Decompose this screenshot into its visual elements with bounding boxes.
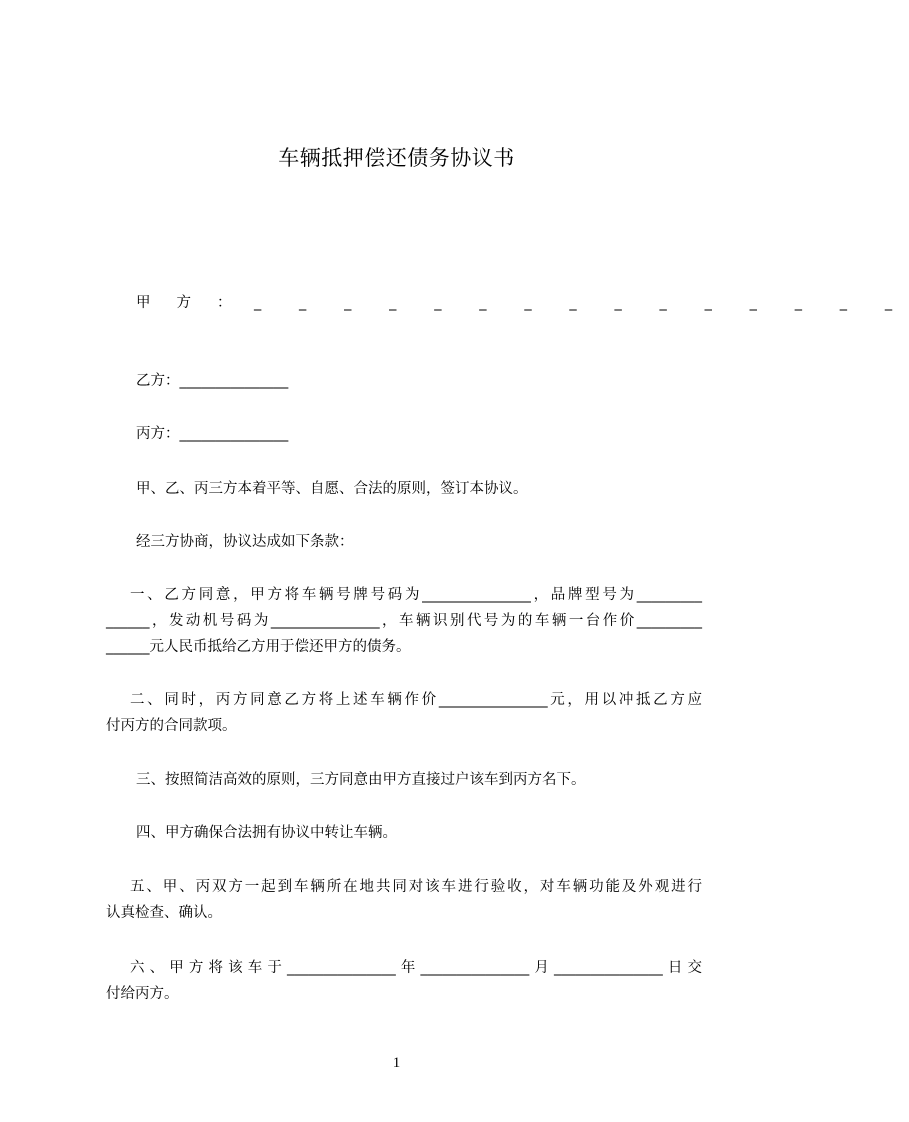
- party-a-line: [136, 290, 909, 316]
- document-title: 车辆抵押偿还债务协议书: [278, 146, 515, 170]
- clause-1-line-2: ______，发动机号码为_______________，车辆识别代号为的车辆一台作价_________: [106, 613, 702, 629]
- consensus-paragraph: 经三方协商，协议达成如下条款：: [136, 534, 354, 550]
- intro-paragraph: 甲、乙、丙三方本着平等、自愿、合法的原则，签订本协议。: [136, 481, 528, 497]
- clause-1-line-1: 一、乙方同意，甲方将车辆号牌号码为_______________，品牌型号为_________: [130, 587, 702, 603]
- clause-4-paragraph: 四、甲方确保合法拥有协议中转让车辆。: [136, 825, 397, 841]
- clause-6-line-1: 六、甲方将该车于_______________年_______________月_______________日交: [130, 960, 702, 976]
- party-b-line: 乙方：_______________: [136, 373, 289, 389]
- party-a-label: 甲方：: [136, 295, 258, 311]
- clause-3-paragraph: 三、按照简洁高效的原则，三方同意由甲方直接过户该车到丙方名下。: [136, 772, 586, 788]
- clause-1-line-3: ______元人民币抵给乙方用于偿还甲方的债务。: [106, 639, 411, 655]
- clause-5-line-1: 五、甲、丙双方一起到车辆所在地共同对该车进行验收，对车辆功能及外观进行: [130, 879, 702, 895]
- clause-6-line-2: 付给丙方。: [106, 986, 179, 1002]
- clause-5-line-2: 认真检查、确认。: [106, 905, 222, 921]
- clause-2-line-1: 二、同时，丙方同意乙方将上述车辆作价_______________元，用以冲抵乙方应: [130, 692, 702, 708]
- clause-2-line-2: 付丙方的合同款项。: [106, 718, 237, 734]
- party-a-blank: _ _ _ _ _ _ _ _ _ _ _ _ _ _ _: [254, 295, 909, 311]
- party-c-line: 丙方：_______________: [136, 426, 289, 442]
- page-number: 1: [392, 1055, 401, 1071]
